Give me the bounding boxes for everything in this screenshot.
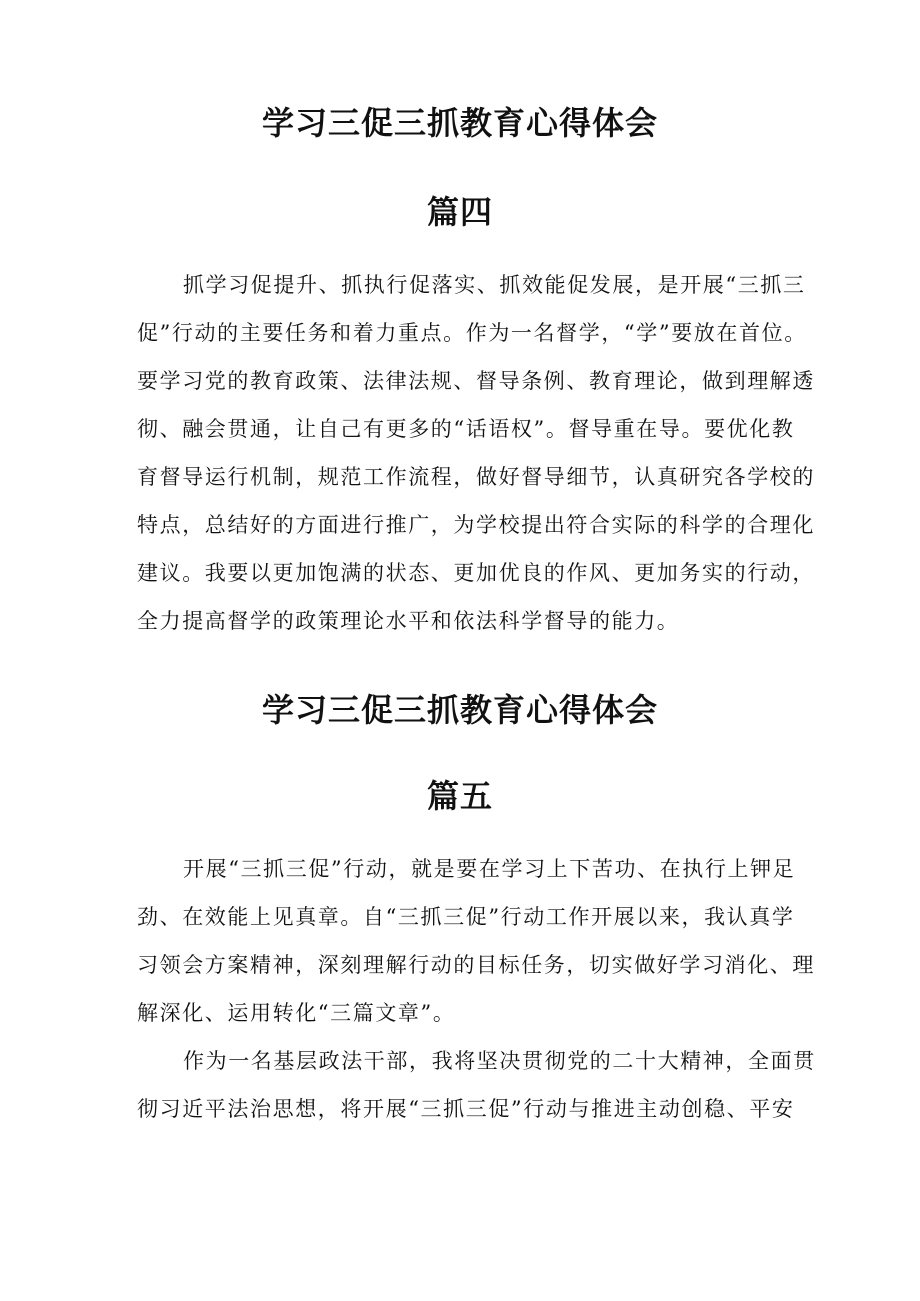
paragraph-line: 作为一名基层政法干部，我将坚决贯彻党的二十大精神，全面贯 — [183, 1049, 816, 1073]
paragraph-line: 建议。我要以更加饱满的状态、更加优良的作风、更加务实的行动， — [137, 561, 815, 585]
paragraph-line: 习领会方案精神，深刻理解行动的目标任务，切实做好学习消化、理 — [137, 953, 815, 977]
paragraph-line: 促”行动的主要任务和着力重点。作为一名督学，“学”要放在首位。 — [137, 321, 807, 345]
paragraph-line: 开展“三抓三促”行动，就是要在学习上下苦功、在执行上钾足 — [183, 857, 796, 881]
paragraph-line: 特点，总结好的方面进行推广，为学校提出符合实际的科学的合理化 — [137, 513, 815, 537]
section-5-paragraph-1 — [137, 845, 815, 1037]
paragraph-line: 抓学习促提升、抓执行促落实、抓效能促发展，是开展“三抓三 — [183, 273, 806, 297]
paragraph-line: 全力提高督学的政策理论水平和依法科学督导的能力。 — [137, 609, 680, 633]
paragraph-line: 育督导运行机制，规范工作流程，做好督导细节，认真研究各学校的 — [137, 465, 815, 489]
section-4-paragraph — [137, 261, 815, 645]
paragraph-line: 解深化、运用转化“三篇文章”。 — [137, 1001, 456, 1025]
section-4-subtitle: 篇四 — [426, 193, 493, 231]
section-5-title: 学习三促三抓教育心得体会 — [261, 691, 658, 729]
paragraph-line: 彻、融会贯通，让自己有更多的“话语权”。督导重在导。要优化教 — [137, 417, 795, 441]
section-5-paragraph-2 — [137, 1037, 816, 1133]
paragraph-line: 劲、在效能上见真章。自“三抓三促”行动工作开展以来，我认真学 — [137, 905, 795, 929]
paragraph-line: 要学习党的教育政策、法律法规、督导条例、教育理论，做到理解透 — [137, 369, 815, 393]
paragraph-line: 彻习近平法治思想，将开展“三抓三促”行动与推进主动创稳、平安 — [137, 1097, 795, 1121]
section-5-subtitle: 篇五 — [426, 777, 493, 815]
section-4-title: 学习三促三抓教育心得体会 — [261, 104, 658, 142]
